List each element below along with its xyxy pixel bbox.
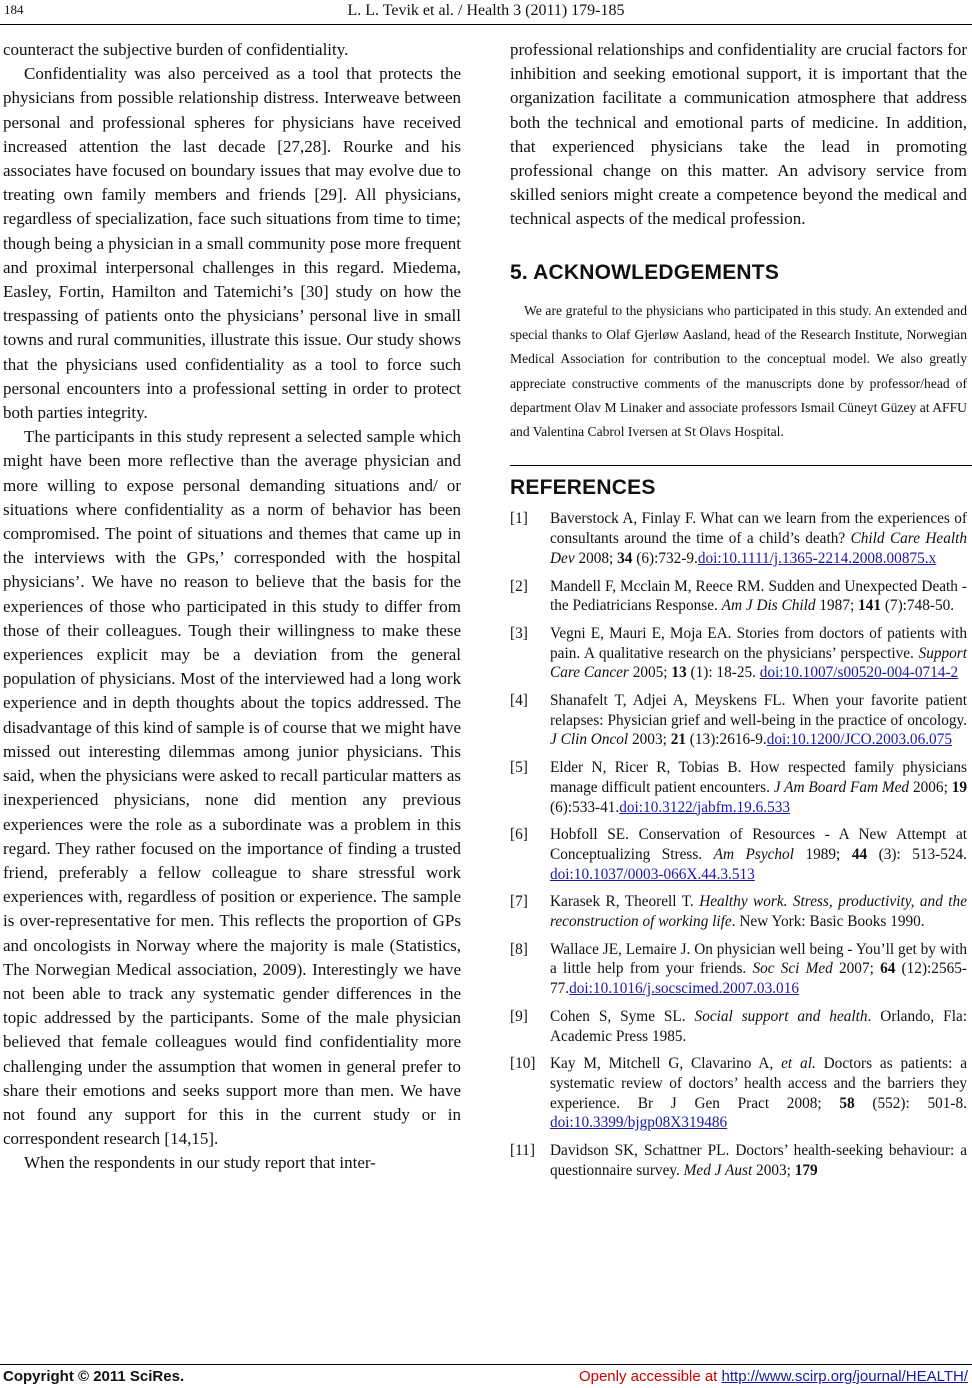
reference-a: Karasek R, Theorell T. [550, 893, 700, 911]
reference-i: J Am Board Fam Med [773, 778, 910, 796]
reference-i: et al. [781, 1055, 816, 1073]
reference-b-pre: 2005; [628, 664, 672, 682]
doi-link[interactable]: doi:10.1200/JCO.2003.06.075 [766, 731, 952, 749]
reference-text [550, 1054, 967, 1133]
reference-item [510, 825, 967, 884]
reference-number: [11] [510, 1142, 535, 1160]
doi-link[interactable]: doi:10.1007/s00520-004-0714-2 [759, 664, 959, 682]
reference-text [550, 577, 967, 616]
journal-link[interactable]: http://www.scirp.org/journal/HEALTH/ [721, 1368, 968, 1385]
reference-number: [7] [510, 893, 528, 911]
footer-open-text: Openly accessible at [578, 1368, 722, 1385]
reference-c: (7):748-50. [881, 597, 955, 615]
reference-i: J Clin Oncol [550, 731, 629, 749]
reference-a: Shanafelt T, Adjei A, Meyskens FL. When your favorite patient relapses: Physician grief and well-being in the practice of oncology. [550, 692, 967, 729]
reference-b-pre: 2003; [752, 1161, 795, 1179]
reference-b-pre: 1989; [793, 845, 852, 863]
reference-vol: 13 [671, 664, 687, 682]
reference-item [510, 1007, 967, 1046]
reference-number: [10] [510, 1055, 536, 1073]
reference-c: (12):2565-77. [550, 960, 967, 998]
reference-b-pre: Doctors as patients: a systematic review of doctors’ health access and the barriers they experience. Br J Gen Pract 2008; [550, 1055, 968, 1112]
reference-c: (6):732-9. [632, 549, 698, 567]
reference-a: Kay M, Mitchell G, Clavarino A, [550, 1055, 782, 1073]
reference-b-pre: 2006; [909, 778, 952, 796]
reference-vol: 58 [839, 1094, 855, 1112]
reference-item [510, 758, 967, 817]
reference-vol: 141 [858, 597, 881, 615]
reference-number: [4] [510, 692, 528, 710]
reference-number: [8] [510, 940, 528, 958]
footer-rule [0, 1364, 972, 1365]
acknowledgements-heading: 5. ACKNOWLEDGEMENTS [510, 260, 780, 284]
reference-text [550, 509, 967, 568]
reference-i: Med J Aust [683, 1161, 753, 1179]
doi-link[interactable]: doi:10.1016/j.socscimed.2007.03.016 [569, 980, 799, 998]
reference-c: (3): 513-524. [867, 845, 968, 863]
reference-vol: 34 [617, 549, 633, 567]
reference-c: (1): 18-25. [686, 664, 760, 682]
reference-list [510, 509, 967, 1180]
reference-text [550, 940, 967, 999]
reference-text [550, 758, 967, 817]
reference-i: Healthy work. Stress, productivity, and the reconstruction of working life [550, 893, 967, 931]
reference-number: [5] [510, 759, 528, 777]
references-rule [510, 465, 972, 466]
running-header: L. L. Tevik et al. / Health 3 (2011) 179-185 [347, 2, 625, 19]
reference-i: Child Care Health Dev [550, 530, 968, 567]
reference-a: Vegni E, Mauri E, Moja EA. Stories from doctors of patients with pain. A qualitative research on the physicians’ perspective. [550, 624, 967, 662]
reference-item [510, 509, 967, 568]
reference-c: (6):533-41. [550, 798, 620, 816]
reference-a: Wallace JE, Lemaire J. On physician well being - You’ll get by with a little help from your friends. [550, 940, 967, 978]
reference-i: Support Care Cancer [550, 644, 967, 682]
reference-b-pre: 2008; [574, 549, 618, 567]
reference-vol: 21 [670, 731, 686, 749]
reference-a: Davidson SK, Schattner PL. Doctors’ health-seeking behaviour: a questionnaire survey. [550, 1142, 967, 1179]
footer-copyright: Copyright © 2011 SciRes. [3, 1368, 185, 1385]
reference-number: [2] [510, 577, 528, 595]
reference-c: (552): 501-8. [854, 1094, 968, 1112]
reference-vol: 44 [851, 845, 868, 863]
reference-item [510, 1054, 967, 1133]
reference-c: (13):2616-9. [685, 731, 767, 749]
page-number: 184 [4, 2, 24, 17]
reference-b-pre: 2003; [628, 731, 671, 749]
doi-link[interactable]: doi:10.3122/jabfm.19.6.533 [619, 798, 791, 816]
doi-link[interactable]: doi:10.3399/bjgp08X319486 [550, 1114, 728, 1132]
reference-number: [3] [510, 624, 528, 642]
reference-i: Social support and health [694, 1007, 868, 1025]
reference-b-pre: . New York: Basic Books 1990. [731, 913, 925, 931]
reference-a: Baverstock A, Finlay F. What can we learn from the experiences of consultants around the time of a child’s death? [550, 510, 967, 548]
reference-item [510, 892, 967, 931]
reference-text [550, 892, 967, 931]
reference-i: Am J Dis Child [721, 597, 816, 615]
reference-item [510, 691, 967, 750]
reference-b-pre: 2007; [832, 960, 881, 978]
reference-vol: 64 [880, 960, 896, 978]
header-rule [0, 24, 972, 25]
reference-a: Mandell F, Mcclain M, Reece RM. Sudden and Unexpected Death - the Pediatricians Response. [550, 577, 967, 615]
paragraph: Confidentiality was also perceived as a tool that protects the physicians from possible relationship distress. Interweave between personal and professional spheres for physicians have received increased attention the last decade [27,28]. Rourke and his associates have focused on boundary issues that may evolve due to treating own family members and friends [29]. All physicians, regardless of specialization, face such situations from time to time; though being a physician in a small community pose more frequent and proximal interpersonal challenges in this regard. Miedema, Easley, Fortin, Hamilton and Tatemichi’s [30] study on how the trespassing of patients onto the physicians’ personal live in small towns and rural communities, illustrate this issue. Our study shows that the physicians used confidentiality as a tool to force such personal encounters into a professional setting in order to protect both parties integrity. [3, 64, 461, 423]
reference-a: Elder N, Ricer R, Tobias B. How respected family physicians manage difficult patient encounters. [550, 759, 967, 796]
reference-i: Soc Sci Med [752, 960, 833, 978]
reference-text [550, 1141, 967, 1180]
paragraph: counteract the subjective burden of confidentiality. [3, 40, 349, 59]
right-column [510, 38, 967, 1189]
reference-item [510, 577, 967, 616]
reference-item [510, 1141, 967, 1180]
reference-vol: 19 [951, 778, 967, 796]
reference-item [510, 624, 967, 683]
paragraph: When the respondents in our study report that inter- [24, 1153, 376, 1173]
reference-number: [9] [510, 1007, 528, 1025]
reference-vol: 179 [794, 1161, 818, 1179]
reference-i: Am Psychol [713, 845, 794, 863]
reference-text [550, 1007, 967, 1046]
paragraph: The participants in this study represent a selected sample which might have been more reflective than the average physician and more willing to expose personal demanding situations and/ or situations where confidentiality as a norm of behavior has been compromised. The point of situations and themes that came up in the interviews with the GPs,’ corresponded with the hospital physicians’. We have no reason to believe that the basis for the experiences of those who participated in this study to differ from those of their colleagues. Tough their willingness to make these experiences explicit may be a deviation from the general population of physicians. Most of the interviewed had a long work experience and in depth thoughts about the topics addressed. The disadvantage of this kind of sample is of course that we might have missed out interesting dilemmas among junior physicians. This said, when the physicians were asked to recall particular matters as inexperienced physicians, none did mention any previous experiences were the role as a subordinate was a problem in this regard. They rather focused on the importance of finding a trusted friend, preferably a fellow colleague to share stressful work experiences with, regardless of position or experience. The sample is over-representative for men. This reflects the proportion of GPs and oncologists in Norway where the majority is male (Statistics, The Norwegian Medical association, 2009). Interestingly we have not been able to track any systematic gender differences in the topic addressed by the participants. Some of the male physician believed that female colleagues would find confidentiality more challenging under the assumption that women in general prefer to share their emotions and seeks support more than men. We have not found any support for this in the current study or in correspondent research [14,15]. [3, 427, 461, 1149]
reference-a: Cohen S, Syme SL. [550, 1007, 695, 1025]
acknowledgements-text: We are grateful to the physicians who participated in this study. An extended and special thanks to Olaf Gjerløw Aasland, head of the Research Institute, Norwegian Medical Association for contribution to the conceptual model. We also greatly appreciate constructive comments of the manuscripts done by professor/head of department Olav M Linaker and associate professors Ismail Cüneyt Güzey at AFFU and Valentina Cabrol Iversen at St Olavs Hospital. [510, 302, 967, 440]
reference-a: Hobfoll SE. Conservation of Resources - A New Attempt at Conceptualizing Stress. [550, 826, 967, 863]
reference-number: [6] [510, 826, 528, 844]
left-column [3, 38, 461, 1176]
reference-b-pre: 1987; [815, 597, 859, 615]
doi-link[interactable]: doi:10.1037/0003-066X.44.3.513 [550, 865, 755, 883]
footer-access [579, 1368, 968, 1385]
reference-b-pre: . Orlando, Fla: Academic Press 1985. [550, 1007, 967, 1045]
reference-text [550, 825, 967, 884]
reference-item [510, 940, 967, 999]
reference-text [550, 624, 967, 683]
doi-link[interactable]: doi:10.1111/j.1365-2214.2008.00875.x [697, 549, 937, 567]
paragraph: professional relationships and confidentiality are crucial factors for inhibition and seeking emotional support, it is important that the organization facilitate a communication atmosphere that address both the technical and emotional parts of medicine. In addition, that experienced physicians take the lead in promoting professional change on this matter. An advisory service from skilled seniors might create a competence beyond the medical and technical aspects of the medical profession. [510, 40, 967, 229]
reference-number: [1] [510, 510, 528, 528]
references-heading: REFERENCES [510, 476, 656, 500]
reference-text [550, 691, 967, 750]
